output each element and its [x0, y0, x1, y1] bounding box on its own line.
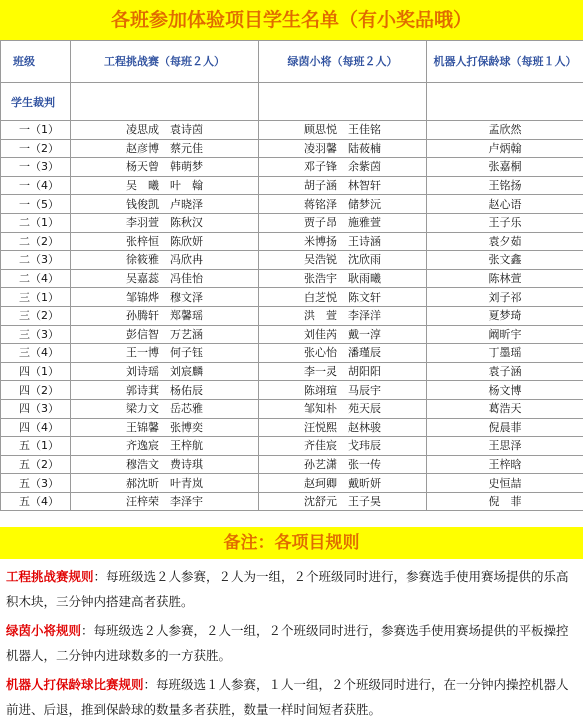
bowling-cell: 王思泽 — [427, 437, 583, 456]
rule-bowling — [0, 672, 583, 722]
bowling-cell: 葛浩天 — [427, 399, 583, 418]
engineering-cell: 徐筱雅 冯欣冉 — [71, 251, 259, 270]
engineering-cell: 梁力文 岳芯雅 — [71, 399, 259, 418]
table-row — [1, 474, 583, 493]
table-row — [1, 251, 583, 270]
greenfield-cell: 洪 萱 李泽洋 — [259, 306, 427, 325]
bowling-cell: 袁夕茹 — [427, 232, 583, 251]
referee-cell-bowling — [427, 83, 583, 121]
greenfield-cell: 白芝悦 陈文轩 — [259, 288, 427, 307]
bowling-cell: 卢炳翰 — [427, 139, 583, 158]
class-cell: 四（3） — [1, 399, 71, 418]
page-title: 各班参加体验项目学生名单（有小奖品哦） — [0, 0, 583, 40]
engineering-cell: 杨天曾 韩萌梦 — [71, 158, 259, 177]
greenfield-cell: 齐佳宸 戈玮辰 — [259, 437, 427, 456]
bowling-cell: 张文鑫 — [427, 251, 583, 270]
rule-name: 绿茵小将规则 — [6, 623, 82, 638]
greenfield-cell: 赵珂卿 戴昕妍 — [259, 474, 427, 493]
header-greenfield: 绿茵小将（每班２人） — [259, 41, 427, 83]
class-cell: 二（1） — [1, 213, 71, 232]
table-row — [1, 362, 583, 381]
class-cell: 一（2） — [1, 139, 71, 158]
engineering-cell: 郭诗萁 杨佑辰 — [71, 381, 259, 400]
table-row — [1, 381, 583, 400]
class-cell: 一（3） — [1, 158, 71, 177]
rule-name: 工程挑战赛规则 — [6, 569, 94, 584]
table-row — [1, 121, 583, 140]
referee-row — [1, 83, 583, 121]
bowling-cell: 王梓晗 — [427, 455, 583, 474]
table-row — [1, 139, 583, 158]
class-cell: 二（3） — [1, 251, 71, 270]
table-row — [1, 344, 583, 363]
class-cell: 五（1） — [1, 437, 71, 456]
engineering-cell: 李羽萱 陈秋汉 — [71, 213, 259, 232]
header-bowling: 机器人打保龄球（每班１人） — [427, 41, 583, 83]
greenfield-cell: 张浩宇 耿雨曦 — [259, 269, 427, 288]
table-row — [1, 418, 583, 437]
table-row — [1, 195, 583, 214]
class-cell: 五（4） — [1, 492, 71, 511]
engineering-cell: 穆浩文 费诗琪 — [71, 455, 259, 474]
greenfield-cell: 吴浩锐 沈欣雨 — [259, 251, 427, 270]
referee-cell-engineering — [71, 83, 259, 121]
class-cell: 一（1） — [1, 121, 71, 140]
roster-table — [0, 40, 583, 511]
greenfield-cell: 沈舒元 王子昊 — [259, 492, 427, 511]
greenfield-cell: 胡子涵 林智轩 — [259, 176, 427, 195]
rule-engineering — [0, 564, 583, 614]
class-cell: 五（3） — [1, 474, 71, 493]
class-cell: 二（4） — [1, 269, 71, 288]
engineering-cell: 邹锦烨 穆文泽 — [71, 288, 259, 307]
class-cell: 三（1） — [1, 288, 71, 307]
rule-text: ：每班级选２人参赛，２人为一组，２个班级同时进行，参赛选手使用赛场提供的乐高积木块，三分钟内搭建高者获胜。 — [6, 569, 569, 609]
bowling-cell: 刘子祁 — [427, 288, 583, 307]
referee-cell-greenfield — [259, 83, 427, 121]
class-cell: 四（1） — [1, 362, 71, 381]
class-cell: 一（5） — [1, 195, 71, 214]
table-row — [1, 306, 583, 325]
engineering-cell: 齐逸宸 王梓航 — [71, 437, 259, 456]
table-row — [1, 269, 583, 288]
class-cell: 五（2） — [1, 455, 71, 474]
rule-text: ：每班级选２人参赛，２人一组，２个班级同时进行，参赛选手使用赛场提供的平板操控机器人，二分钟内进球数多的一方获胜。 — [6, 623, 569, 663]
table-row — [1, 455, 583, 474]
greenfield-cell: 米博扬 王诗涵 — [259, 232, 427, 251]
table-row — [1, 158, 583, 177]
bowling-cell: 丁墨瑶 — [427, 344, 583, 363]
table-row — [1, 288, 583, 307]
greenfield-cell: 陈翊瑄 马辰宇 — [259, 381, 427, 400]
table-row — [1, 437, 583, 456]
class-cell: 二（2） — [1, 232, 71, 251]
greenfield-cell: 顾思悦 王佳铭 — [259, 121, 427, 140]
class-cell: 四（4） — [1, 418, 71, 437]
class-cell: 三（4） — [1, 344, 71, 363]
table-row — [1, 325, 583, 344]
bowling-cell: 张嘉桐 — [427, 158, 583, 177]
engineering-cell: 张梓恒 陈欣妍 — [71, 232, 259, 251]
bowling-cell: 史恒喆 — [427, 474, 583, 493]
class-cell: 四（2） — [1, 381, 71, 400]
class-cell: 一（4） — [1, 176, 71, 195]
engineering-cell: 钱俊凯 卢晓泽 — [71, 195, 259, 214]
engineering-cell: 彭信智 万艺涵 — [71, 325, 259, 344]
bowling-cell: 王铭扬 — [427, 176, 583, 195]
rule-text: ：每班级选１人参赛，１人一组，２个班级同时进行，在一分钟内操控机器人前进、后退，推到保龄球的数量多者获胜，数量一样时间短者获胜。 — [6, 677, 569, 717]
engineering-cell: 孙腾轩 郑馨瑶 — [71, 306, 259, 325]
bowling-cell: 孟欣然 — [427, 121, 583, 140]
greenfield-cell: 贾子昂 施雅萱 — [259, 213, 427, 232]
engineering-cell: 凌思成 袁诗茵 — [71, 121, 259, 140]
rule-greenfield — [0, 618, 583, 668]
bowling-cell: 陈林萱 — [427, 269, 583, 288]
table-row — [1, 232, 583, 251]
header-engineering: 工程挑战赛（每班２人） — [71, 41, 259, 83]
notes-header: 备注：各项目规则 — [0, 527, 583, 559]
greenfield-cell: 李一灵 胡阳阳 — [259, 362, 427, 381]
engineering-cell: 赵彦博 蔡元佳 — [71, 139, 259, 158]
engineering-cell: 吴嘉蕊 冯佳怡 — [71, 269, 259, 288]
engineering-cell: 刘诗瑶 刘宸麟 — [71, 362, 259, 381]
greenfield-cell: 汪悦熙 赵林骏 — [259, 418, 427, 437]
table-header-row — [1, 41, 583, 83]
class-cell: 三（2） — [1, 306, 71, 325]
greenfield-cell: 孙艺潇 张一传 — [259, 455, 427, 474]
table-row — [1, 492, 583, 511]
bowling-cell: 杨文博 — [427, 381, 583, 400]
greenfield-cell: 刘佳芮 戴一淳 — [259, 325, 427, 344]
greenfield-cell: 凌羽馨 陆莜楠 — [259, 139, 427, 158]
table-row — [1, 213, 583, 232]
bowling-cell: 袁子涵 — [427, 362, 583, 381]
engineering-cell: 汪梓荣 李泽宇 — [71, 492, 259, 511]
engineering-cell: 吴 曦 叶 翰 — [71, 176, 259, 195]
table-row — [1, 176, 583, 195]
greenfield-cell: 邓子锋 余紫茵 — [259, 158, 427, 177]
engineering-cell: 王锦馨 张博奕 — [71, 418, 259, 437]
bowling-cell: 倪晨菲 — [427, 418, 583, 437]
bowling-cell: 夏梦琦 — [427, 306, 583, 325]
bowling-cell: 王子乐 — [427, 213, 583, 232]
engineering-cell: 王一博 何子钰 — [71, 344, 259, 363]
greenfield-cell: 蒋铭泽 储梦沅 — [259, 195, 427, 214]
bowling-cell: 倪 菲 — [427, 492, 583, 511]
rule-name: 机器人打保龄球比赛规则 — [6, 677, 144, 692]
header-class: 班级 — [1, 41, 71, 83]
bowling-cell: 阚昕宇 — [427, 325, 583, 344]
greenfield-cell: 张心怡 潘瑾辰 — [259, 344, 427, 363]
bowling-cell: 赵心语 — [427, 195, 583, 214]
engineering-cell: 郝沈昕 叶青岚 — [71, 474, 259, 493]
referee-label: 学生裁判 — [1, 83, 71, 121]
class-cell: 三（3） — [1, 325, 71, 344]
table-row — [1, 399, 583, 418]
greenfield-cell: 邹知朴 苑天辰 — [259, 399, 427, 418]
